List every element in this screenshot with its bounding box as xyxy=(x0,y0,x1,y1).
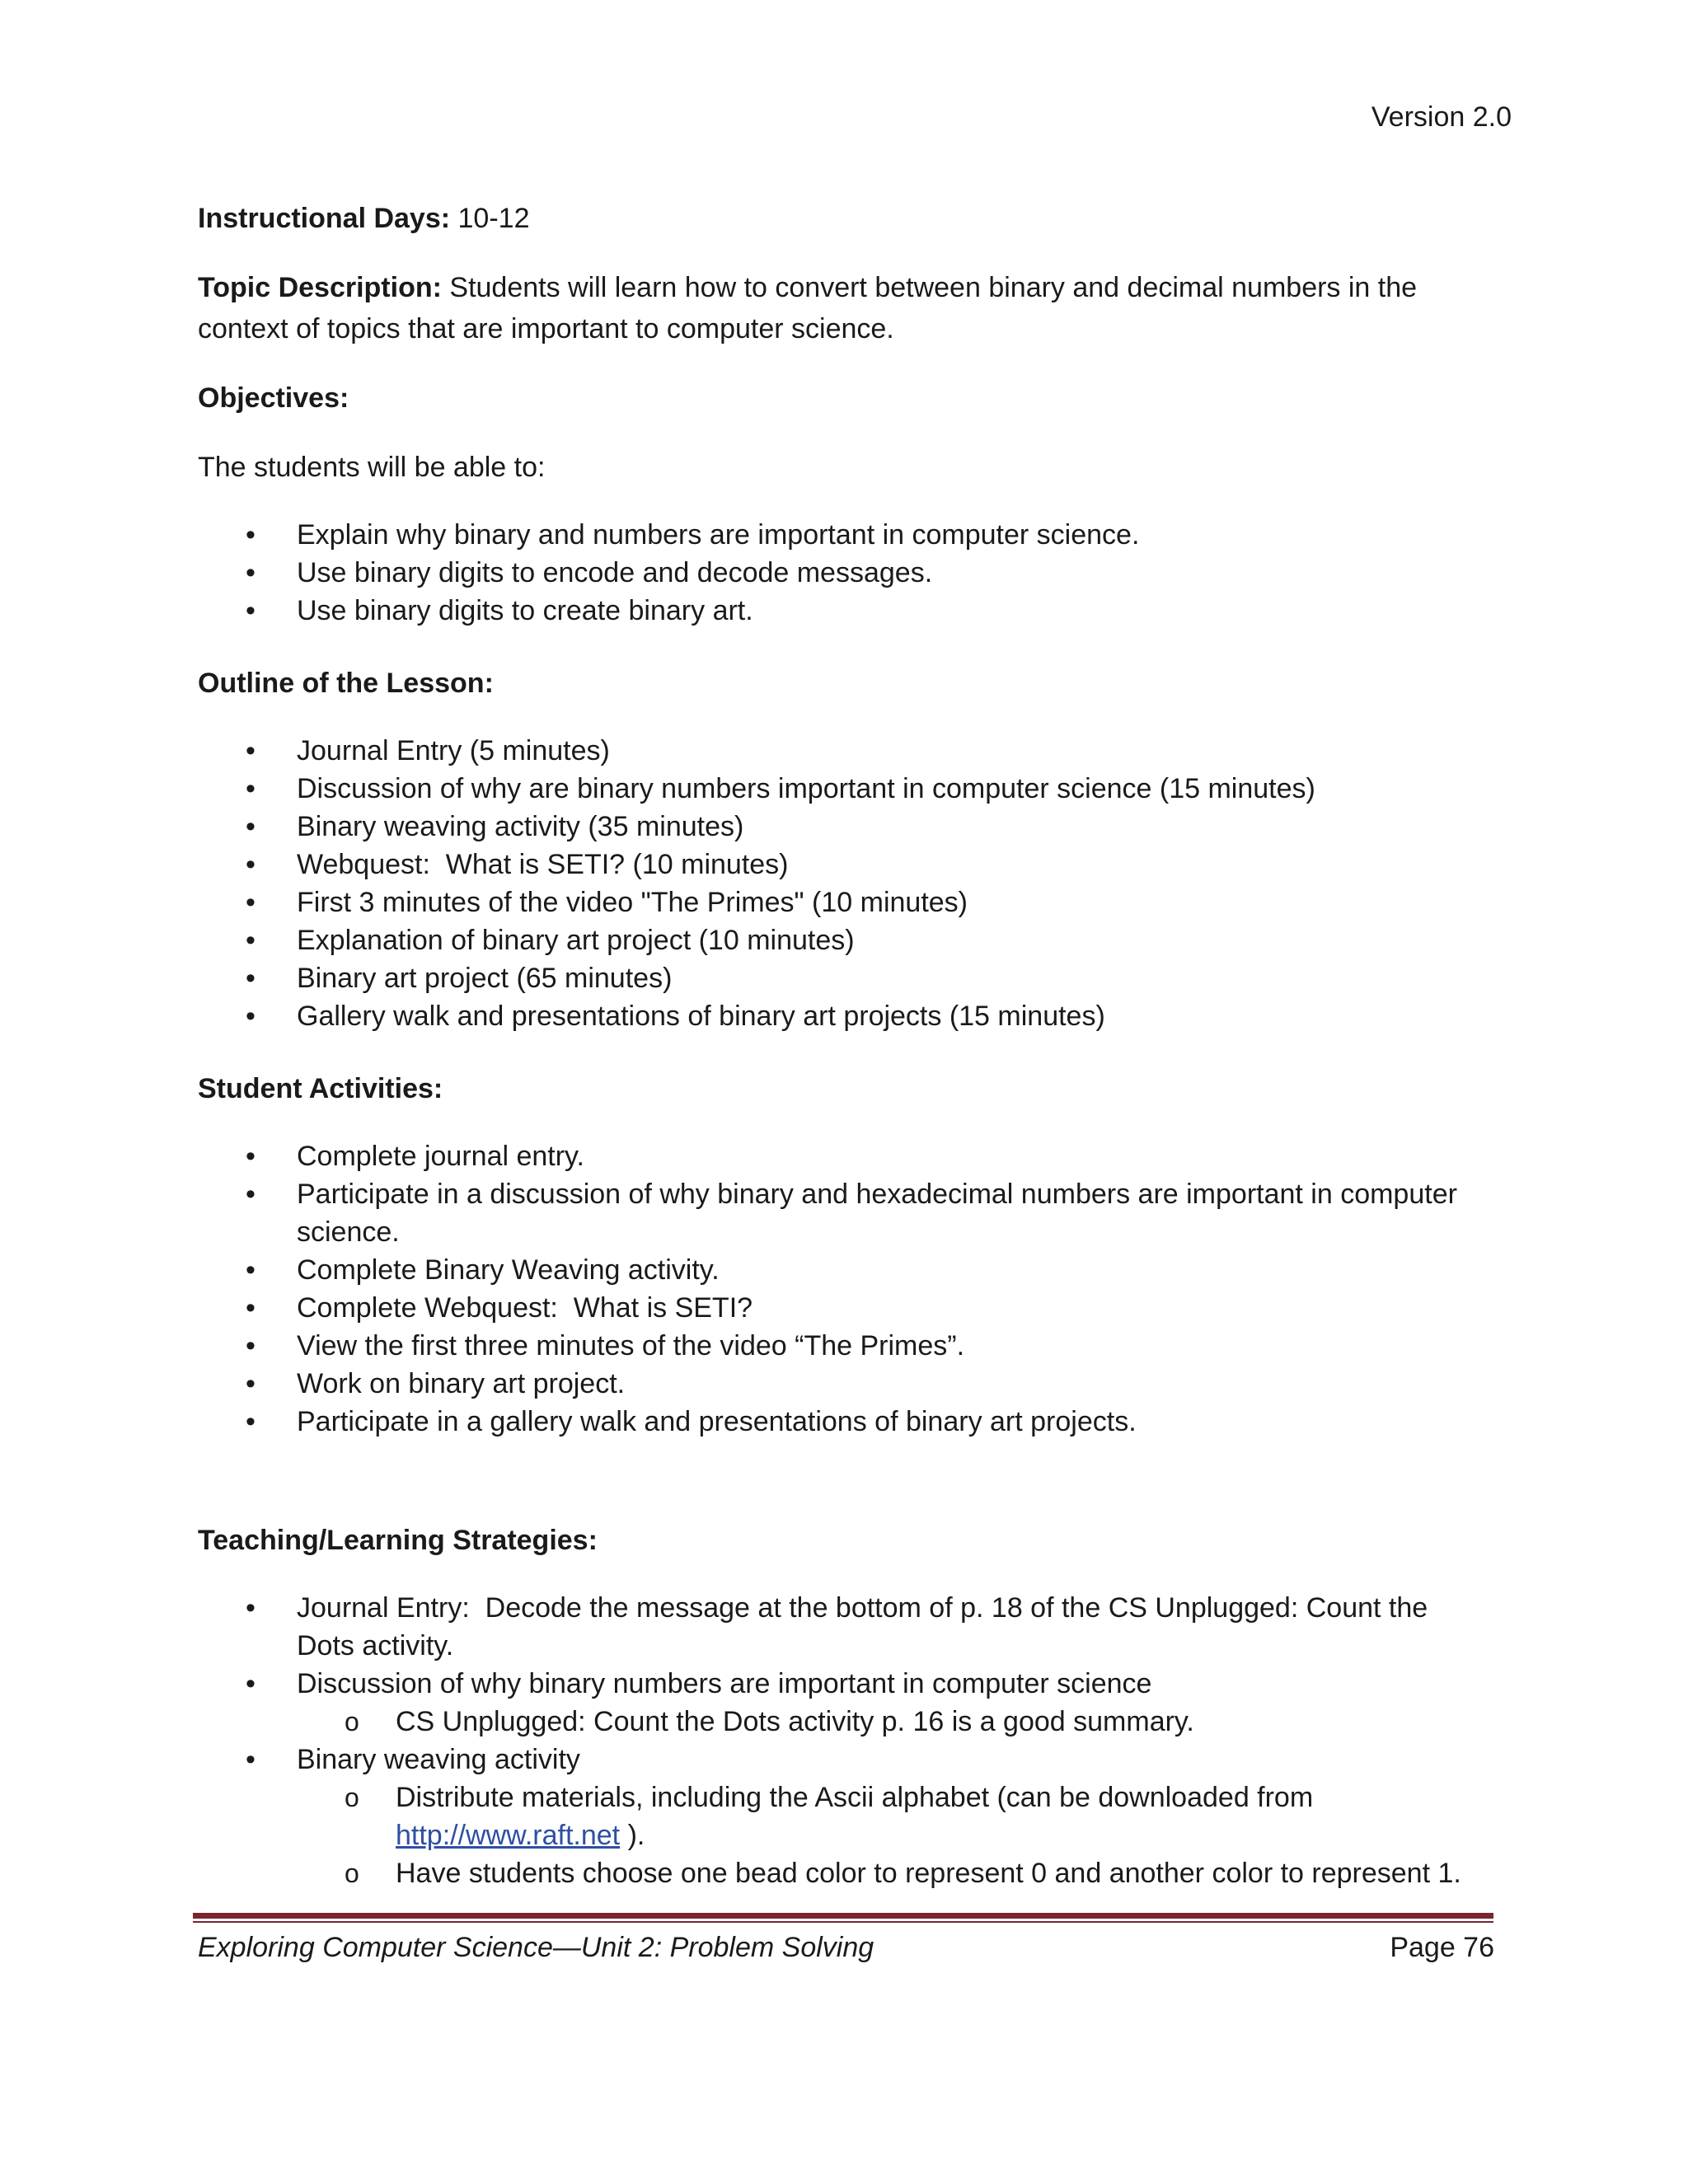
list-item-text: Work on binary art project. xyxy=(297,1368,626,1399)
spacer xyxy=(198,1474,1492,1520)
instructional-days xyxy=(198,198,1492,239)
sub-list xyxy=(297,1779,1492,1892)
list-item xyxy=(198,1589,1492,1665)
bullet-icon: • xyxy=(246,735,256,766)
page-content xyxy=(198,198,1492,1925)
topic-description-text: Students will learn how to convert between binary and decimal numbers in the context of topics that are important to computer science. xyxy=(198,272,1418,344)
bullet-icon: • xyxy=(246,1292,256,1324)
footer-divider-thin xyxy=(193,1921,1493,1923)
list-item xyxy=(198,732,1492,770)
bullet-icon: • xyxy=(246,1001,256,1032)
list-item-text: Complete Binary Weaving activity. xyxy=(297,1254,720,1286)
outline-list xyxy=(198,732,1492,1035)
bullet-icon: • xyxy=(246,519,256,551)
circle-bullet-icon: o xyxy=(345,1783,359,1812)
bullet-icon: • xyxy=(246,1668,256,1699)
raft-link[interactable]: http://www.raft.net xyxy=(396,1820,621,1851)
list-item-text: Complete Webquest: What is SETI? xyxy=(297,1292,753,1324)
student-activities-heading: Student Activities: xyxy=(198,1073,443,1104)
list-item xyxy=(198,1251,1492,1289)
sub-list-item xyxy=(297,1703,1492,1741)
sub-list-item xyxy=(297,1779,1492,1854)
objectives-heading: Objectives: xyxy=(198,382,349,414)
sub-list xyxy=(297,1703,1492,1741)
objectives-intro: The students will be able to: xyxy=(198,452,546,483)
sub-list-item-text: Distribute materials, including the Ascii alphabet (can be downloaded from xyxy=(396,1782,1314,1813)
list-item-text: Binary weaving activity xyxy=(297,1744,580,1775)
list-item xyxy=(198,846,1492,883)
topic-description xyxy=(198,267,1492,349)
bullet-icon: • xyxy=(246,963,256,994)
list-item-text: Discussion of why are binary numbers important in computer science (15 minutes) xyxy=(297,773,1315,804)
instructional-days-label: Instructional Days: xyxy=(198,203,451,234)
objectives-list xyxy=(198,516,1492,630)
list-item-text: View the first three minutes of the video “The Primes”. xyxy=(297,1330,965,1361)
list-item-text: Binary weaving activity (35 minutes) xyxy=(297,811,744,842)
list-item-text: Use binary digits to create binary art. xyxy=(297,595,753,626)
list-item xyxy=(198,516,1492,554)
list-item xyxy=(198,1403,1492,1441)
bullet-icon: • xyxy=(246,1592,256,1624)
outline-heading: Outline of the Lesson: xyxy=(198,668,494,699)
list-item-text: Explain why binary and numbers are important in computer science. xyxy=(297,519,1140,551)
list-item xyxy=(198,883,1492,921)
sub-list-item-text: Have students choose one bead color to represent 0 and another color to represent 1. xyxy=(396,1858,1461,1889)
list-item xyxy=(198,808,1492,846)
bullet-icon: • xyxy=(246,595,256,626)
sub-list-item xyxy=(297,1854,1492,1892)
bullet-icon: • xyxy=(246,849,256,880)
bullet-icon: • xyxy=(246,887,256,918)
sub-list-item-text-tail: ). xyxy=(620,1820,645,1851)
strategies-heading: Teaching/Learning Strategies: xyxy=(198,1525,598,1556)
list-item-text: Binary art project (65 minutes) xyxy=(297,963,673,994)
list-item-text: Complete journal entry. xyxy=(297,1141,584,1172)
bullet-icon: • xyxy=(246,1254,256,1286)
list-item xyxy=(198,1741,1492,1892)
bullet-icon: • xyxy=(246,1330,256,1361)
circle-bullet-icon: o xyxy=(345,1707,359,1736)
circle-bullet-icon: o xyxy=(345,1858,359,1888)
topic-description-label: Topic Description: xyxy=(198,272,442,303)
bullet-icon: • xyxy=(246,811,256,842)
student-activities-list xyxy=(198,1137,1492,1441)
bullet-icon: • xyxy=(246,1368,256,1399)
list-item xyxy=(198,997,1492,1035)
list-item xyxy=(198,1365,1492,1403)
bullet-icon: • xyxy=(246,1744,256,1775)
bullet-icon: • xyxy=(246,925,256,956)
footer-divider xyxy=(193,1913,1493,1919)
bullet-icon: • xyxy=(246,1406,256,1437)
bullet-icon: • xyxy=(246,1179,256,1210)
sub-list-item-text: CS Unplugged: Count the Dots activity p. 16 is a good summary. xyxy=(396,1706,1194,1737)
list-item-text: Webquest: What is SETI? (10 minutes) xyxy=(297,849,789,880)
list-item xyxy=(198,1665,1492,1741)
version-label: Version 2.0 xyxy=(1371,101,1512,133)
bullet-icon: • xyxy=(246,773,256,804)
list-item-text: Discussion of why binary numbers are important in computer science xyxy=(297,1668,1152,1699)
list-item-text: First 3 minutes of the video "The Primes" (10 minutes) xyxy=(297,887,968,918)
bullet-icon: • xyxy=(246,557,256,588)
list-item xyxy=(198,1289,1492,1327)
list-item xyxy=(198,1137,1492,1175)
list-item-text: Gallery walk and presentations of binary art projects (15 minutes) xyxy=(297,1001,1105,1032)
strategies-list xyxy=(198,1589,1492,1892)
list-item-text: Explanation of binary art project (10 minutes) xyxy=(297,925,855,956)
page-number: Page 76 xyxy=(1390,1932,1494,1963)
list-item xyxy=(198,921,1492,959)
list-item xyxy=(198,592,1492,630)
list-item xyxy=(198,770,1492,808)
list-item xyxy=(198,1327,1492,1365)
list-item-text: Journal Entry: Decode the message at the bottom of p. 18 of the CS Unplugged: Count the Dots activity. xyxy=(297,1592,1436,1661)
list-item xyxy=(198,1175,1492,1251)
list-item xyxy=(198,959,1492,997)
list-item-text: Use binary digits to encode and decode messages. xyxy=(297,557,933,588)
list-item-text: Journal Entry (5 minutes) xyxy=(297,735,610,766)
instructional-days-value: 10-12 xyxy=(450,203,530,234)
bullet-icon: • xyxy=(246,1141,256,1172)
footer-title: Exploring Computer Science—Unit 2: Problem Solving xyxy=(198,1932,874,1963)
list-item-text: Participate in a gallery walk and presentations of binary art projects. xyxy=(297,1406,1137,1437)
list-item xyxy=(198,554,1492,592)
list-item-text: Participate in a discussion of why binary and hexadecimal numbers are important in computer science. xyxy=(297,1179,1457,1248)
